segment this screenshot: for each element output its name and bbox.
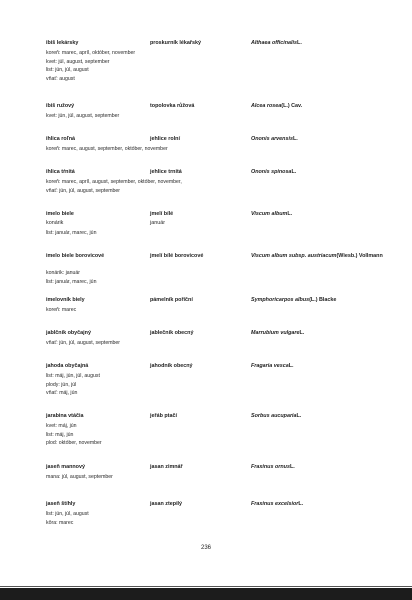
latin-name: Fraxinus excelsior L.	[251, 501, 304, 507]
harvest-line: list: jún, júl, august	[46, 67, 89, 74]
viewer-bottom-bar	[0, 588, 412, 600]
czech-name: pámelník poříční	[150, 297, 193, 303]
harvest-line: kôra: marec	[46, 519, 74, 526]
czech-name: jehlice rolní	[150, 136, 180, 142]
czech-name: jeřáb ptačí	[150, 413, 177, 419]
harvest-line: kvet: máj, jún	[46, 423, 77, 429]
plant-part-month: január	[150, 220, 165, 226]
harvest-line: list: január, marec, jún	[46, 278, 97, 285]
entry-fraxinus-ornus	[46, 464, 386, 482]
latin-name: Ononis spinosa L.	[251, 169, 297, 175]
entry-viscum-album	[46, 211, 386, 237]
entry-fragaria	[46, 363, 386, 398]
footer-divider	[0, 586, 412, 587]
harvest-line: kvet: júl, august, september	[46, 58, 110, 65]
slovak-name: jaseň mannový	[46, 464, 85, 470]
czech-name: jablečník obecný	[150, 330, 194, 336]
harvest-line: list: január, marec, jún	[46, 229, 97, 236]
harvest-line: vňať: jún, júl, august, september	[46, 340, 121, 346]
czech-name: topolovka růžová	[150, 103, 195, 109]
slovak-name: jablčník obyčajný	[46, 330, 91, 336]
latin-name: Viscum album L.	[251, 211, 293, 217]
harvest-line: vňať: jún, júl, august, september	[46, 187, 121, 194]
plant-part: konárik	[46, 220, 64, 226]
slovak-name: imelo biele	[46, 211, 74, 217]
latin-name: Marrubium vulgare L.	[251, 330, 305, 336]
latin-name: Ononis arvensis L.	[251, 136, 298, 142]
entry-ononis-spinosa	[46, 169, 386, 195]
czech-name: jmelí bílé	[150, 211, 174, 217]
slovak-name: ibiš lekársky	[46, 40, 79, 46]
slovak-name: jarabina vtáčia	[46, 413, 84, 419]
slovak-name: imelovník biely	[46, 297, 85, 303]
harvest-line: koreň: marec, apríl, august, september, október, november,	[46, 179, 182, 185]
czech-name: jasan zimnář	[150, 464, 183, 470]
latin-name: Alcea rosea (L.) Cav.	[251, 103, 303, 109]
harvest-line: list: jún, júl, august	[46, 511, 89, 517]
czech-name: proskurník lékařský	[150, 40, 201, 46]
harvest-line: vňať: máj, jún	[46, 390, 78, 397]
harvest-line: plod: október, november	[46, 440, 102, 447]
latin-name: Althaea officinalis L.	[251, 40, 302, 46]
harvest-line: koreň: marec, august, september, október, november	[46, 146, 168, 152]
page-number: 236	[200, 545, 211, 551]
harvest-line: koreň: marec, apríl, október, november	[46, 50, 136, 56]
czech-name: jasan ztepilý	[150, 501, 183, 507]
harvest-line: plody: jún, júl	[46, 381, 77, 388]
slovak-name: ibiš ružový	[46, 103, 75, 109]
entry-althaea	[46, 40, 386, 83]
slovak-name: jahoda obyčajná	[46, 363, 89, 369]
entry-ononis-arvensis	[46, 136, 386, 154]
harvest-line: vňať: august	[46, 75, 75, 82]
slovak-name: ihlica tŕnitá	[46, 169, 75, 175]
czech-name: jehlice trnitá	[150, 169, 182, 175]
harvest-line: konárik: január	[46, 270, 81, 276]
latin-name: Sorbus aucuparia L.	[251, 413, 302, 419]
harvest-line: koreň: marec	[46, 307, 77, 313]
entry-marrubium	[46, 330, 386, 348]
harvest-line: mana: júl, august, september	[46, 474, 113, 480]
czech-name: jahodník obecný	[150, 363, 193, 369]
latin-name: Viscum album subsp. austriacum (Wiesb.) Vollmann	[251, 253, 383, 259]
harvest-line: list: máj, jún	[46, 431, 74, 438]
slovak-name: ihlica roľná	[46, 136, 76, 142]
slovak-name: jaseň štíhly	[46, 501, 76, 507]
entry-fraxinus-excelsior	[46, 501, 386, 527]
latin-name: Fraxinus ornus L.	[251, 464, 295, 470]
czech-name: jmelí bílé borovicové	[150, 253, 204, 259]
entry-viscum-austriacum	[46, 253, 386, 286]
entry-symphoricarpos	[46, 297, 386, 315]
harvest-line: list: máj, jún, júl, august	[46, 373, 100, 379]
latin-name: Fragaria vesca L.	[251, 363, 294, 369]
slovak-name: imelo biele borovicové	[46, 253, 105, 259]
entry-alcea	[46, 103, 386, 121]
latin-name: Symphoricarpos albus (L.) Blacke	[251, 297, 337, 303]
entry-sorbus	[46, 413, 386, 448]
harvest-line: kvet: jún, júl, august, september	[46, 113, 120, 119]
